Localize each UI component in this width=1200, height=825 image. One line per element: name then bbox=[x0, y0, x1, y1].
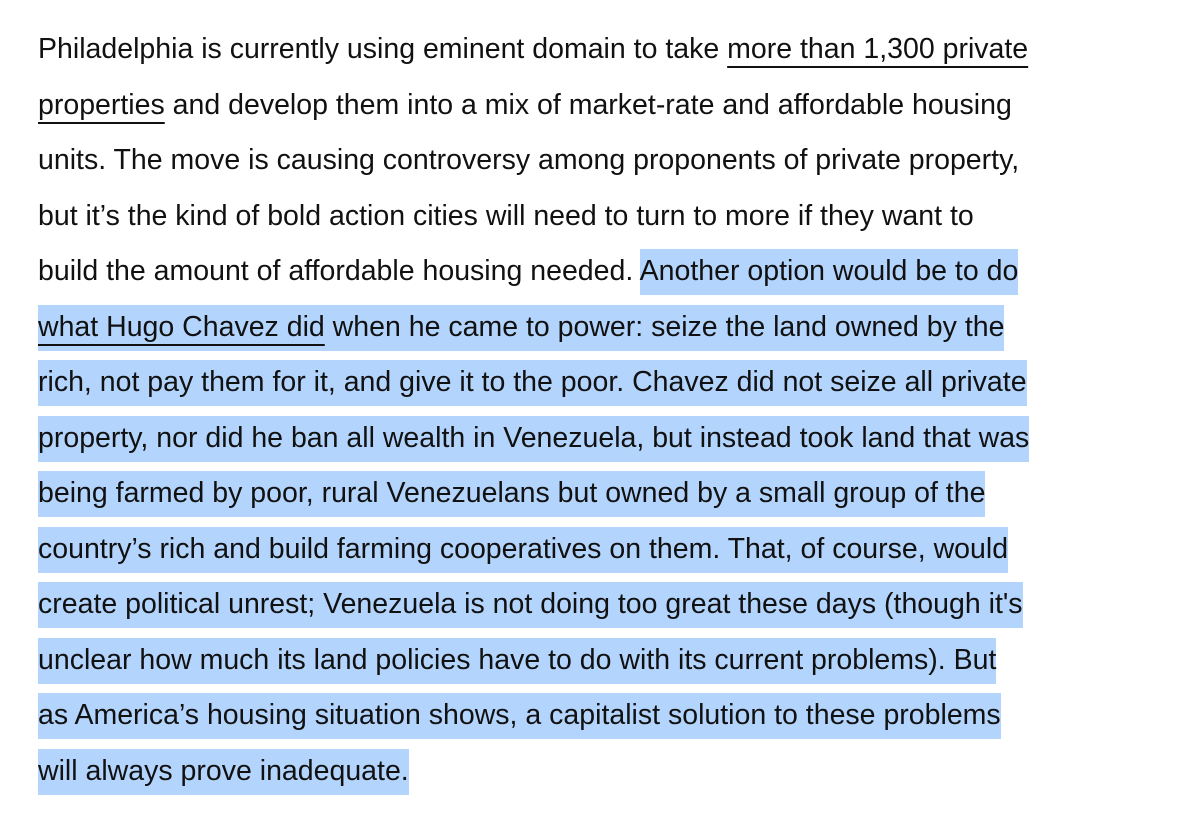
text-line bbox=[38, 411, 1178, 467]
text-segment: but it’s the kind of bold action cities will need to turn to more if they want to bbox=[38, 199, 974, 232]
selected-text[interactable]: country’s rich and build farming cooperatives on them. That, of course, would bbox=[38, 527, 1008, 573]
link-eminent-domain-properties-continued[interactable]: properties bbox=[38, 88, 165, 121]
text-segment: Philadelphia is currently using eminent domain to take bbox=[38, 33, 728, 65]
text-line bbox=[38, 466, 1178, 522]
text-segment: units. The move is causing controversy among proponents of private property, bbox=[38, 144, 1020, 176]
text-line bbox=[38, 300, 1178, 356]
selected-text[interactable]: when he came to power: seize the land owned by the bbox=[324, 310, 1005, 343]
selected-text[interactable]: will always prove inadequate. bbox=[38, 749, 409, 795]
selected-text[interactable]: create political unrest; Venezuela is not doing too great these days (though it's bbox=[38, 582, 1023, 628]
text-line bbox=[38, 577, 1178, 633]
text-line bbox=[38, 744, 1178, 800]
selected-text[interactable]: property, nor did he ban all wealth in Venezuela, but instead took land that was bbox=[38, 416, 1029, 462]
text-line bbox=[38, 633, 1178, 689]
selected-text[interactable]: as America’s housing situation shows, a capitalist solution to these problems bbox=[38, 693, 1001, 739]
selected-text[interactable]: rich, not pay them for it, and give it to the poor. Chavez did not seize all private bbox=[38, 360, 1027, 406]
link-hugo-chavez[interactable]: what Hugo Chavez did bbox=[38, 310, 325, 343]
text-line bbox=[38, 244, 1178, 300]
text-line bbox=[38, 133, 1178, 189]
article-paragraph bbox=[38, 22, 1178, 799]
text-line bbox=[38, 78, 1178, 134]
link-eminent-domain-properties[interactable]: more than 1,300 private bbox=[727, 33, 1029, 65]
selected-text[interactable]: being farmed by poor, rural Venezuelans but owned by a small group of the bbox=[38, 471, 985, 517]
selected-text[interactable]: Another option would be to do bbox=[640, 249, 1019, 295]
text-line bbox=[38, 22, 1178, 78]
text-line bbox=[38, 522, 1178, 578]
text-line bbox=[38, 189, 1178, 245]
text-line bbox=[38, 355, 1178, 411]
text-line bbox=[38, 688, 1178, 744]
text-segment: and develop them into a mix of market-rate and affordable housing bbox=[164, 88, 1012, 121]
text-segment: build the amount of affordable housing needed. bbox=[38, 255, 640, 287]
selected-text[interactable]: unclear how much its land policies have to do with its current problems). But bbox=[38, 638, 996, 684]
